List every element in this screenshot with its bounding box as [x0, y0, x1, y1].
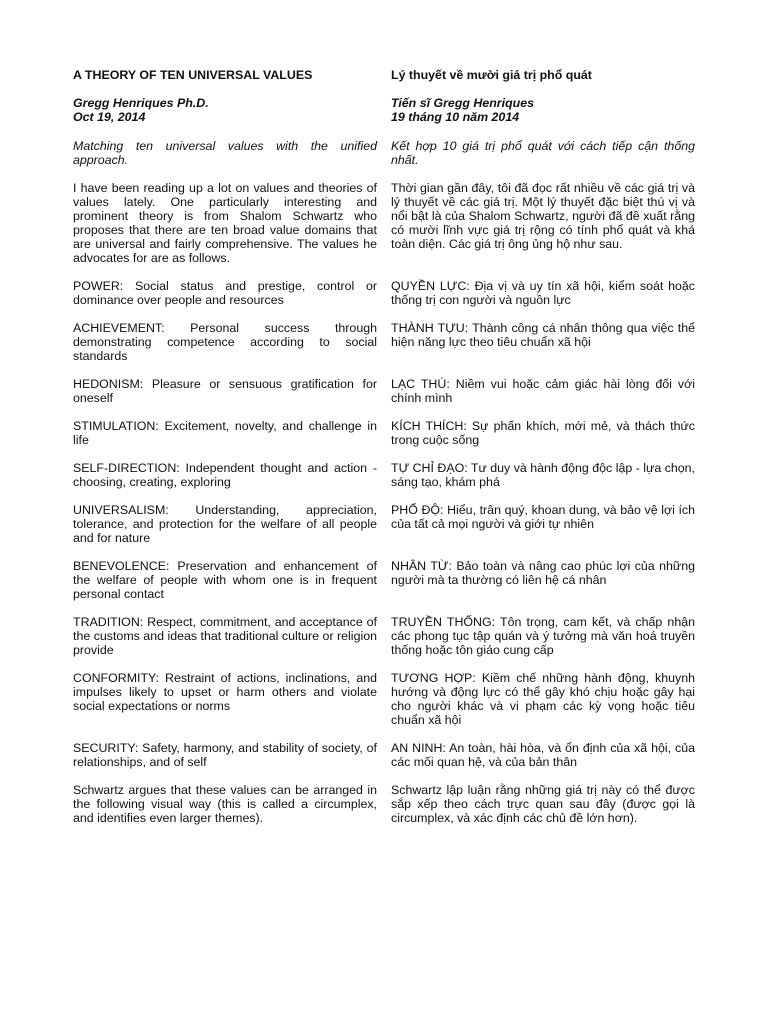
vietnamese-value-universalism: PHỔ ĐỘ: Hiểu, trân quý, khoan dung, và bảo vệ lợi ích của tất cả mọi người và giới tự nhiên [391, 503, 695, 531]
vietnamese-date: 19 tháng 10 năm 2014 [391, 110, 520, 124]
english-closing: Schwartz argues that these values can be arranged in the following visual way (this is called a circumplex, and identifies even larger themes). [73, 783, 377, 825]
english-value-benevolence: BENEVOLENCE: Preservation and enhancement of the welfare of people with whom one is in frequent personal contact [73, 559, 377, 601]
english-value-tradition: TRADITION: Respect, commitment, and acceptance of the customs and ideas that traditional culture or religion provide [73, 615, 377, 657]
vietnamese-value-self-direction: TỰ CHỈ ĐẠO: Tư duy và hành động độc lập - lựa chọn, sáng tạo, khám phá [391, 461, 695, 489]
vietnamese-value-benevolence: NHÂN TỪ: Bảo toàn và nâng cao phúc lợi của những người mà ta thường có liên hệ cá nhân [391, 559, 695, 587]
english-value-self-direction: SELF-DIRECTION: Independent thought and action - choosing, creating, exploring [73, 461, 377, 489]
english-value-achievement: ACHIEVEMENT: Personal success through demonstrating competence according to social standards [73, 321, 377, 363]
english-intro: I have been reading up a lot on values and theories of values lately. One particularly interesting and prominent theory is from Shalom Schwartz who proposes that there are ten broad value domains that are universal and fairly comprehensive. The values he advocates for are as follows. [73, 181, 377, 265]
english-title: A THEORY OF TEN UNIVERSAL VALUES [73, 68, 313, 82]
vietnamese-value-conformity: TƯƠNG HỢP: Kiềm chế những hành động, khuynh hướng và động lực có thể gây khó chịu hoặc gây hại cho người khác và vi phạm các kỳ vọng hoặc tiêu chuẩn xã hội [391, 671, 695, 727]
english-value-stimulation: STIMULATION: Excitement, novelty, and challenge in life [73, 419, 377, 447]
vietnamese-value-tradition: TRUYỀN THỐNG: Tôn trọng, cam kết, và chấp nhận các phong tục tập quán và ý tưởng mà văn hoá truyền thống hoặc tôn giáo cung cấp [391, 615, 695, 657]
english-value-security: SECURITY: Safety, harmony, and stability of society, of relationships, and of self [73, 741, 377, 769]
vietnamese-author: Tiến sĩ Gregg Henriques [391, 96, 534, 110]
vietnamese-title: Lý thuyết về mười giá trị phổ quát [391, 68, 592, 82]
english-value-conformity: CONFORMITY: Restraint of actions, inclinations, and impulses likely to upset or harm others and violate social expectations or norms [73, 671, 377, 713]
english-subtitle: Matching ten universal values with the unified approach. [73, 139, 377, 167]
english-value-universalism: UNIVERSALISM: Understanding, appreciation, tolerance, and protection for the welfare of all people and for nature [73, 503, 377, 545]
vietnamese-subtitle: Kết hợp 10 giá trị phổ quát với cách tiếp cận thống nhất. [391, 139, 695, 167]
english-date: Oct 19, 2014 [73, 110, 146, 124]
vietnamese-value-achievement: THÀNH TỰU: Thành công cá nhân thông qua việc thể hiện năng lực theo tiêu chuẩn xã hội [391, 321, 695, 349]
vietnamese-closing: Schwartz lập luận rằng những giá trị này có thể được sắp xếp theo cách trực quan sau đây (được gọi là circumplex, và xác định các chủ đề lớn hơn). [391, 783, 695, 825]
vietnamese-value-security: AN NINH: An toàn, hài hòa, và ổn định của xã hội, của các mối quan hệ, và của bản thân [391, 741, 695, 769]
vietnamese-value-power: QUYỀN LỰC: Địa vị và uy tín xã hội, kiểm soát hoặc thống trị con người và nguồn lực [391, 279, 695, 307]
vietnamese-intro: Thời gian gần đây, tôi đã đọc rất nhiều về các giá trị và lý thuyết về các giá trị. Một lý thuyết đặc biệt thú vị và nổi bật là của Shalom Schwartz, người đã đề xuất rằng có mười lĩnh vực giá trị rộng có tính phổ quát và khá toàn diện. Các giá trị ông ủng hộ như sau. [391, 181, 695, 251]
english-author: Gregg Henriques Ph.D. [73, 96, 209, 110]
vietnamese-value-stimulation: KÍCH THÍCH: Sự phấn khích, mới mẻ, và thách thức trong cuộc sống [391, 419, 695, 447]
english-value-hedonism: HEDONISM: Pleasure or sensuous gratification for oneself [73, 377, 377, 405]
vietnamese-value-hedonism: LẠC THÚ: Niềm vui hoặc cảm giác hài lòng đối với chính mình [391, 377, 695, 405]
english-value-power: POWER: Social status and prestige, control or dominance over people and resources [73, 279, 377, 307]
